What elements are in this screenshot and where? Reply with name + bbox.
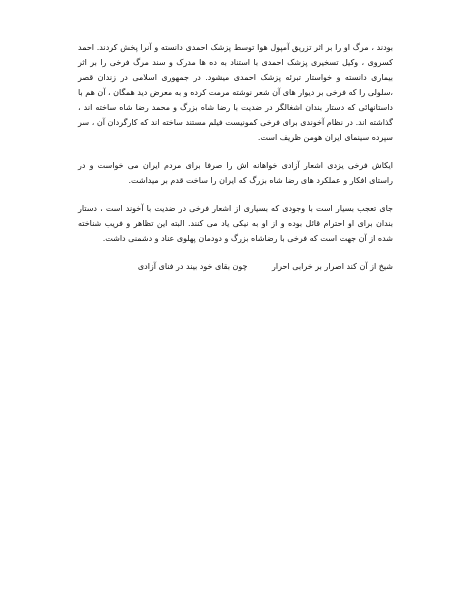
- paragraph-2: ایکاش فرخی یزدی اشعار آزادی خواهانه اش را صرفا برای مردم ایران می خواست و در راستای افکار و عملکرد های رضا شاه بزرگ که ایران را ساخت قدم بر میداشت.: [78, 161, 393, 185]
- paragraph-1: بودند ، مرگ او را بر اثر تزریق آمپول هوا توسط پزشک احمدی دانسته و آنرا پخش کردند. احمد کسروی ، وکیل تسخیری پزشک احمدی با استناد به ده ها مدرک و سند مرگ فرخی را بر اثر بیماری دانسته و خواستار تبرئه پزشک احمدی میشود. در جمهوری اسلامی در زندان قصر ،سلولی را که فرخی بر دیوار های آن شعر نوشته مرمت کرده و به معرض دید همگان ، آن هم با داستانهائی که دستار بندان اشغالگر در ضدیت با رضا شاه بزرگ و محمد رضا شاه ساخته اند ، گذاشته اند. در نظام آخوندی برای فرخی کمونیست فیلم مستند ساخته اند که کارگردان آن ، سر سپرده سینمای ایران هومن ظریف است.: [78, 43, 393, 142]
- paragraph-3: جای تعجب بسیار است با وجودی که بسیاری از اشعار فرخی در ضدیت با آخوند است ، دستار بندان برای او احترام قائل بوده و از او به نیکی یاد می کنند. البته این تظاهر و فریب شناخته شده از آن جهت است که فرخی با رضاشاه بزرگ و دودمان پهلوی عناد و دشمنی داشت.: [78, 204, 393, 243]
- verse-second-hemistich: چون بقای خود بیند در فنای آزادی: [137, 262, 248, 271]
- verse-first-hemistich: شیخ از آن کند اصرار بر خرابی احرار: [272, 262, 393, 271]
- document-body: [78, 40, 393, 274]
- poem-verse: [78, 259, 393, 274]
